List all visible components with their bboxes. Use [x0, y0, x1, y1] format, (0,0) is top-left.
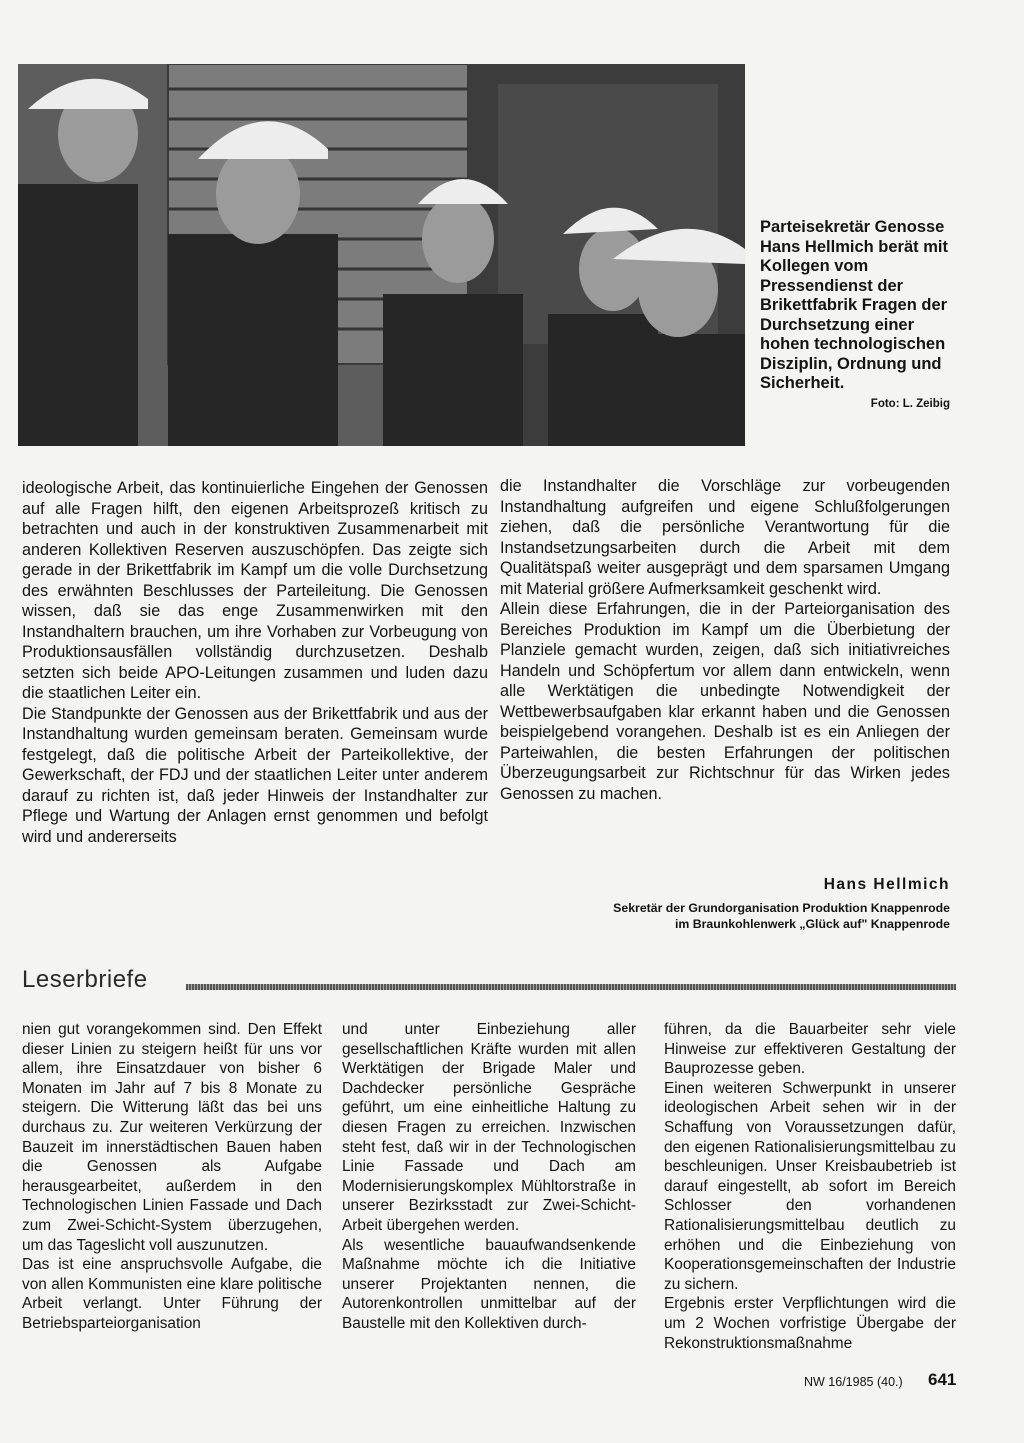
- construction-workers-photo: [18, 64, 745, 446]
- author-name: Hans Hellmich: [823, 876, 950, 893]
- section-divider: [186, 984, 956, 990]
- letters-column-1: nien gut vorangekommen sind. Den Effekt dieser Linien zu steigern heißt für uns vor allem, ihre Einsatzdauer von bisher 6 Monaten im Jahr auf 7 bis 8 Monate zu steigern. Die Witterung läßt das bei uns durchaus zu. Zur weiteren Verkürzung der Bauzeit im innerstädtischen Bauen haben die Genossen als Aufgabe herausgearbeitet, außerdem in den Technologischen Linien Fassade und Dach zum Zwei-Schicht-System überzugehen, um das Tageslicht voll auszunutzen. Das ist eine anspruchsvolle Aufgabe, die von allen Kommunisten eine klare politische Arbeit verlangt. Unter Führung der Betriebsparteiorganisation: [22, 1021, 322, 1332]
- letters-column-2: und unter Einbeziehung aller gesellschaftlichen Kräfte wurden mit allen Werktätigen der Brigade Maler und Dachdecker persönliche Gespräche geführt, um eine einheitliche Haltung zu diesen Fragen zu erreichen. Inzwischen steht fest, daß wir in der Technologischen Linie Fassade und Dach am Modernisierungskomplex Mühltorstraße in unserer Bezirksstadt zur Zwei-Schicht-Arbeit übergehen werden. Als wesentliche bauaufwandsenkende Maßnahme möchte ich die Initiative unserer Projektanten nennen, die Autorenkontrollen unmittelbar auf der Baustelle mit den Kollektiven durch-: [342, 1021, 636, 1332]
- article-column-1: ideologische Arbeit, das kontinuierliche Eingehen der Genossen auf alle Fragen hilft, den eigenen Arbeitsprozeß kritisch zu betrachten und auch in der konstruktiven Zusammenarbeit mit anderen Kollektiven Reserven auszuschöpfen. Das zeigte sich gerade in der Brikettfabrik im Kampf um die volle Durchsetzung des erwähnten Beschlusses der Parteileitung. Die Genossen wissen, daß sie das enge Zusammenwirken mit den Instandhaltern brauchen, um ihre Vorhaben zur Vorbeugung von Produktionsausfällen vollständig durchzusetzen. Deshalb setzten sich beide APO-Leitungen zusammen und luden dazu die staatlichen Leiter ein. Die Standpunkte der Genossen aus der Brikettfabrik und aus der Instandhaltung wurden gemeinsam beraten. Gemeinsam wurde festgelegt, daß die politische Arbeit der Parteikollektive, der Gewerkschaft, der FDJ und der staatlichen Leiter unter anderem darauf zu richten ist, daß jeder Hinweis der Instandhalter zur Pflege und Wartung der Anlagen ernst genommen und befolgt wird und andererseits: [22, 479, 488, 846]
- issue-reference: NW 16/1985 (40.): [804, 1375, 903, 1389]
- caption-text: Parteisekretär Genosse Hans Hellmich berät mit Kollegen vom Pressendienst der Brikettfabrik Fragen der Durchsetzung einer hohen technologischen Disziplin, Ordnung und Sicherheit.: [760, 218, 948, 392]
- letters-column-3: führen, da die Bauarbeiter sehr viele Hinweise zur effektiveren Gestaltung der Bauprozesse geben. Einen weiteren Schwerpunkt in unserer ideologischen Arbeit sehen wir in der Schaffung von Voraussetzungen dafür, den eigenen Rationalisierungsmittelbau zu beschleunigen. Unser Kreisbaubetrieb ist darauf eingestellt, ab sofort im Bereich Schlosser den vorhandenen Rationalisierungsmittelbau deutlich zu erhöhen und die Einbeziehung von Kooperationsgemeinschaften der Industrie zu sichern. Ergebnis erster Verpflichtungen wird die um 2 Wochen vorfristige Übergabe der Rekonstruktionsmaßnahme: [664, 1021, 956, 1352]
- photo-credit: Foto: L. Zeibig: [870, 397, 950, 410]
- photo-caption: [760, 218, 950, 412]
- author-role: Sekretär der Grundorganisation Produktion Knappenrode im Braunkohlenwerk „Glück auf" Knappenrode: [613, 901, 950, 931]
- section-title: Leserbriefe: [22, 966, 148, 993]
- page-number: 641: [928, 1370, 957, 1389]
- article-column-2: die Instandhalter die Vorschläge zur vorbeugenden Instandhaltung aufgreifen und eigene Schlußfolgerungen ziehen, daß die persönliche Verantwortung für die Instandsetzungsarbeiten durch die Arbeit mit dem Qualitätspaß weiter ausgeprägt und dem sparsamen Umgang mit Material größere Aufmerksamkeit geschenkt wird. Allein diese Erfahrungen, die in der Parteiorganisation des Bereiches Produktion im Kampf um die Überbietung der Planziele gemacht wurden, zeigen, daß sich initiativreiches Handeln und Schöpfertum vor allem dann entwickeln, wenn alle Werktätigen die unbedingte Notwendigkeit der Wettbewerbsaufgaben klar erkannt haben und die Genossen beispielgebend vorangehen. Deshalb ist es ein Anliegen der Parteiwahlen, die besten Erfahrungen der politischen Überzeugungsarbeit zur Richtschnur für das Wirken jedes Genossen zu machen.: [500, 477, 950, 803]
